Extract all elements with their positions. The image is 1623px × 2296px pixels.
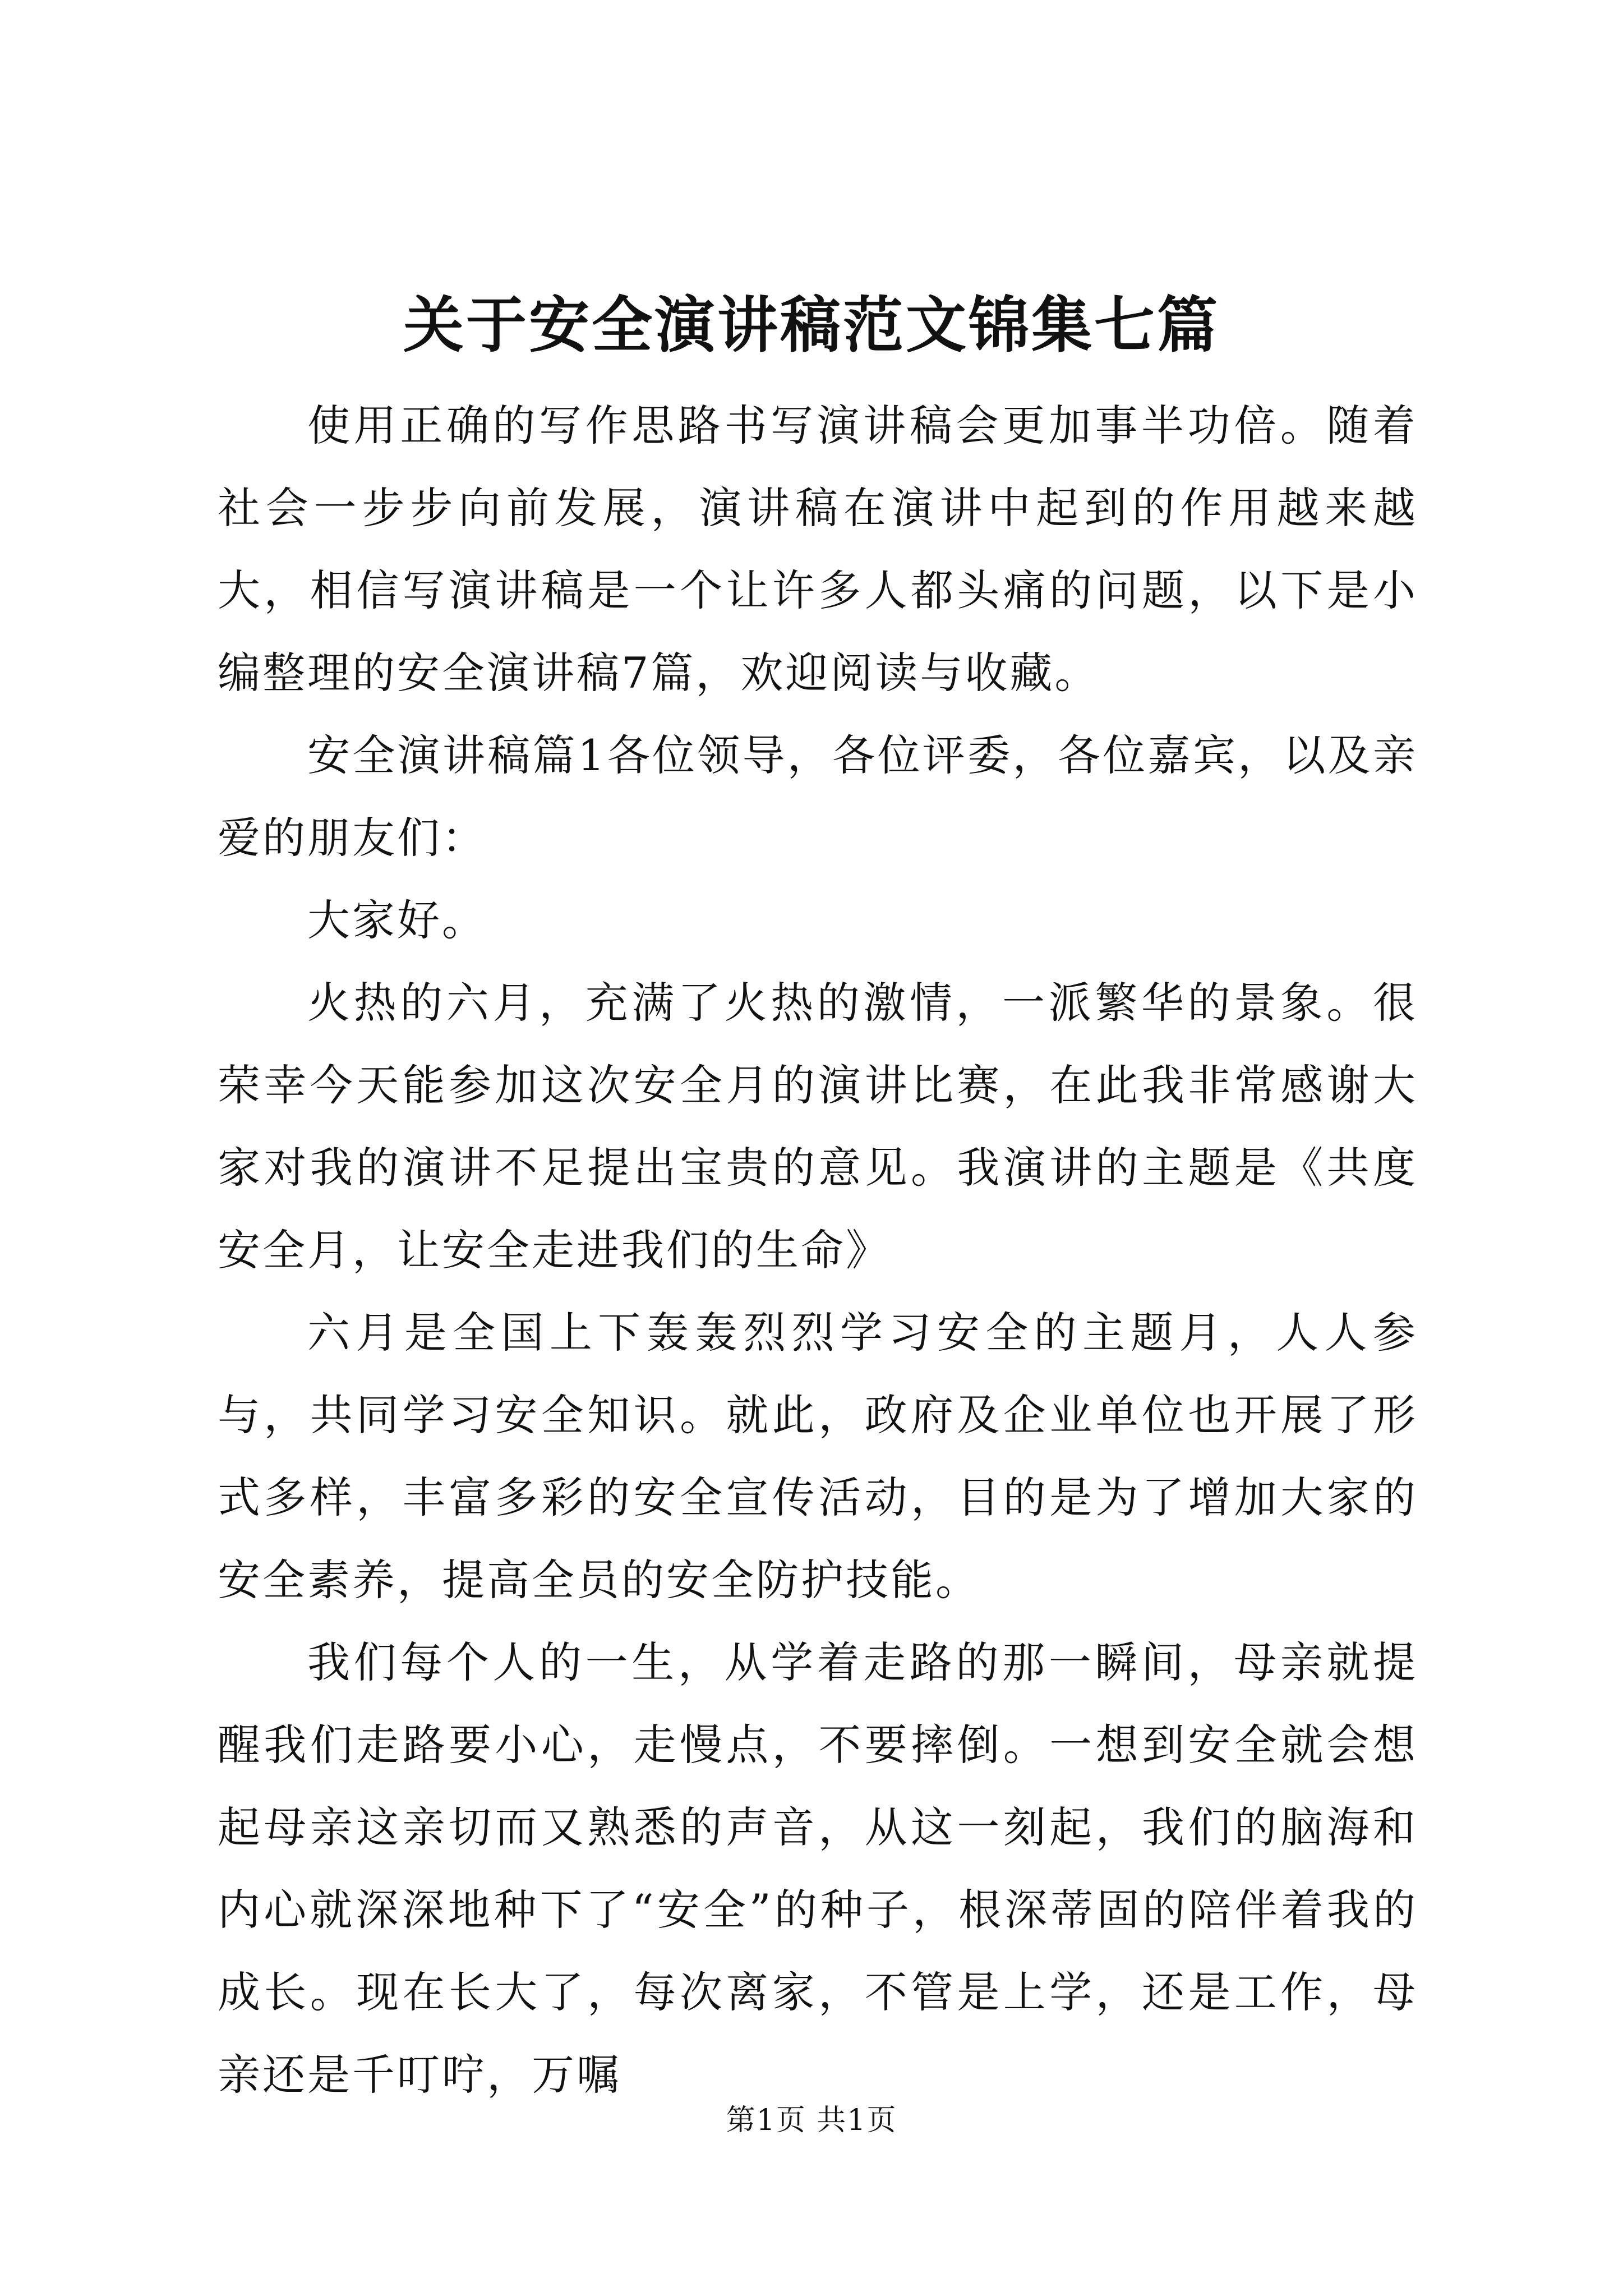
paragraph-mother: 我们每个人的一生，从学着走路的那一瞬间，母亲就提醒我们走路要小心，走慢点，不要摔倒。一想到安全就会想起母亲这亲切而又熟悉的声音，从这一刻起，我们的脑海和内心就深深地种下了“安全”的种子，根深蒂固的陪伴着我的成长。现在长大了，每次离家，不管是上学，还是工作，母亲还是千叮咛，万嘱 (218, 1637, 1418, 2100)
document-title: 关于安全演讲稿范文锦集七篇 (403, 290, 1220, 361)
paragraph-june: 火热的六月，充满了火热的激情，一派繁华的景象。很荣幸今天能参加这次安全月的演讲比赛，在此我非常感谢大家对我的演讲不足提出宝贵的意见。我演讲的主题是《共度安全月，让安全走进我们的生命》 (218, 978, 1418, 1275)
paragraph-greeting: 大家好。 (307, 895, 487, 945)
paragraph-speech-1-opening: 安全演讲稿篇1各位领导，各位评委，各位嘉宾，以及亲爱的朋友们： (218, 730, 1418, 863)
paragraph-safety-month: 六月是全国上下轰轰烈烈学习安全的主题月，人人参与，共同学习安全知识。就此，政府及企业单位也开展了形式多样，丰富多彩的安全宣传活动，目的是为了增加大家的安全素养，提高全员的安全防护技能。 (218, 1308, 1418, 1605)
paragraph-intro: 使用正确的写作思路书写演讲稿会更加事半功倍。随着社会一步步向前发展，演讲稿在演讲中起到的作用越来越大，相信写演讲稿是一个让许多人都头痛的问题，以下是小编整理的安全演讲稿7篇，欢迎阅读与收藏。 (218, 401, 1418, 698)
document-body (218, 384, 1418, 2116)
page-footer: 第1页 共1页 (726, 2104, 897, 2137)
